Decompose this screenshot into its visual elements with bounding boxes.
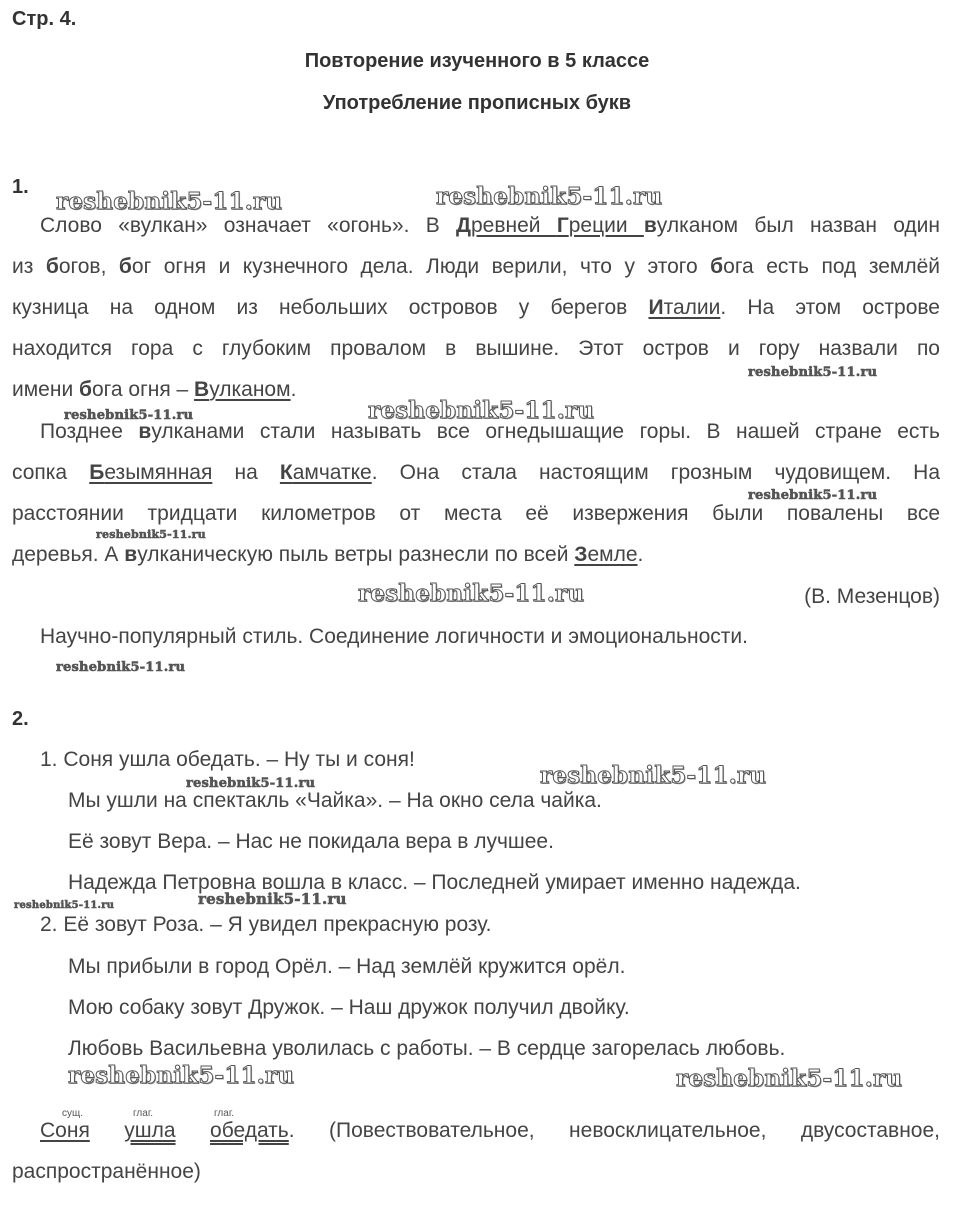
ex1-line-6: Позднее вулканами стали называть все огнедышащие горы. В нашей стране есть [40, 420, 940, 443]
watermark: reshebnik5-11.ru [14, 900, 115, 911]
analysis-line-1: Соня ушла обедать. (Повествовательное, невосклицательное, двусоставное, [40, 1119, 940, 1142]
ex2-group2-line-3: Мою собаку зовут Дружок. – Наш дружок получил двойку. [68, 996, 630, 1019]
ex1-line-5: имени бога огня – Вулканом. [12, 378, 297, 401]
exercise-2-number: 2. [12, 708, 29, 730]
predicate-1: ушла [124, 1119, 176, 1142]
ex1-line-9: деревья. А вулканическую пыль ветры разнесли по всей Земле. [12, 543, 644, 566]
watermark: reshebnik5-11.ru [56, 188, 283, 215]
predicate-2: обедать [210, 1119, 289, 1142]
ex2-group2-line-1: 2. Её зовут Роза. – Я увидел прекрасную розу. [40, 913, 492, 936]
topic-title: Употребление прописных букв [322, 92, 632, 114]
exercise-1-number: 1. [12, 176, 29, 198]
style-note: Научно-популярный стиль. Соединение логичности и эмоциональности. [40, 625, 748, 648]
ex2-group2-line-4: Любовь Васильевна уволилась с работы. – В сердце загорелась любовь. [68, 1037, 786, 1060]
ex1-line-1: Слово «вулкан» означает «огонь». В Древней Греции вулканом был назван один [40, 214, 941, 237]
grammar-label-verb-1: глаг. [133, 1108, 154, 1119]
grammar-label-noun: сущ. [62, 1108, 84, 1119]
watermark: reshebnik5-11.ru [676, 1065, 903, 1092]
grammar-label-verb-2: глаг. [214, 1108, 235, 1119]
ex1-line-2: из богов, бог огня и кузнечного дела. Люди верили, что у этого бога есть под землёй [12, 255, 940, 278]
watermark: reshebnik5-11.ru [56, 660, 186, 675]
ex2-group1-line-4: Надежда Петровна вошла в класс. – Последней умирает именно надежда. [68, 871, 801, 894]
watermark: reshebnik5-11.ru [64, 408, 194, 423]
ex1-line-7: сопка Безымянная на Камчатке. Она стала настоящим грозным чудовищем. На [12, 461, 940, 484]
watermark: reshebnik5-11.ru [96, 528, 206, 541]
watermark: reshebnik5-11.ru [748, 365, 878, 380]
ex2-group1-line-3: Её зовут Вера. – Нас не покидала вера в лучшее. [68, 830, 554, 853]
text-author: (В. Мезенцов) [804, 585, 940, 608]
page-number: Стр. 4. [12, 8, 77, 30]
ex1-line-4: находится гора с глубоким провалом в вышине. Этот остров и гору назвали по [12, 337, 940, 360]
ex2-group1-line-1: 1. Соня ушла обедать. – Ну ты и соня! [40, 748, 415, 771]
ex2-group2-line-2: Мы прибыли в город Орёл. – Над землёй кружится орёл. [68, 955, 626, 978]
watermark: reshebnik5-11.ru [198, 890, 347, 908]
watermark: reshebnik5-11.ru [68, 1062, 295, 1089]
watermark: reshebnik5-11.ru [436, 183, 663, 210]
section-title: Повторение изученного в 5 классе [304, 50, 650, 72]
watermark: reshebnik5-11.ru [540, 762, 767, 789]
watermark: reshebnik5-11.ru [368, 397, 595, 424]
watermark: reshebnik5-11.ru [186, 776, 316, 791]
watermark: reshebnik5-11.ru [358, 580, 585, 607]
analysis-line-2: распространённое) [12, 1160, 201, 1183]
ex1-line-3: кузница на одном из небольших островов у берегов Италии. На этом острове [12, 296, 940, 319]
ex1-line-8: расстоянии тридцати километров от места её извержения были повалены все [12, 502, 940, 525]
watermark: reshebnik5-11.ru [748, 488, 878, 503]
ex2-group1-line-2: Мы ушли на спектакль «Чайка». – На окно села чайка. [68, 789, 602, 812]
subject: Соня [40, 1119, 90, 1142]
